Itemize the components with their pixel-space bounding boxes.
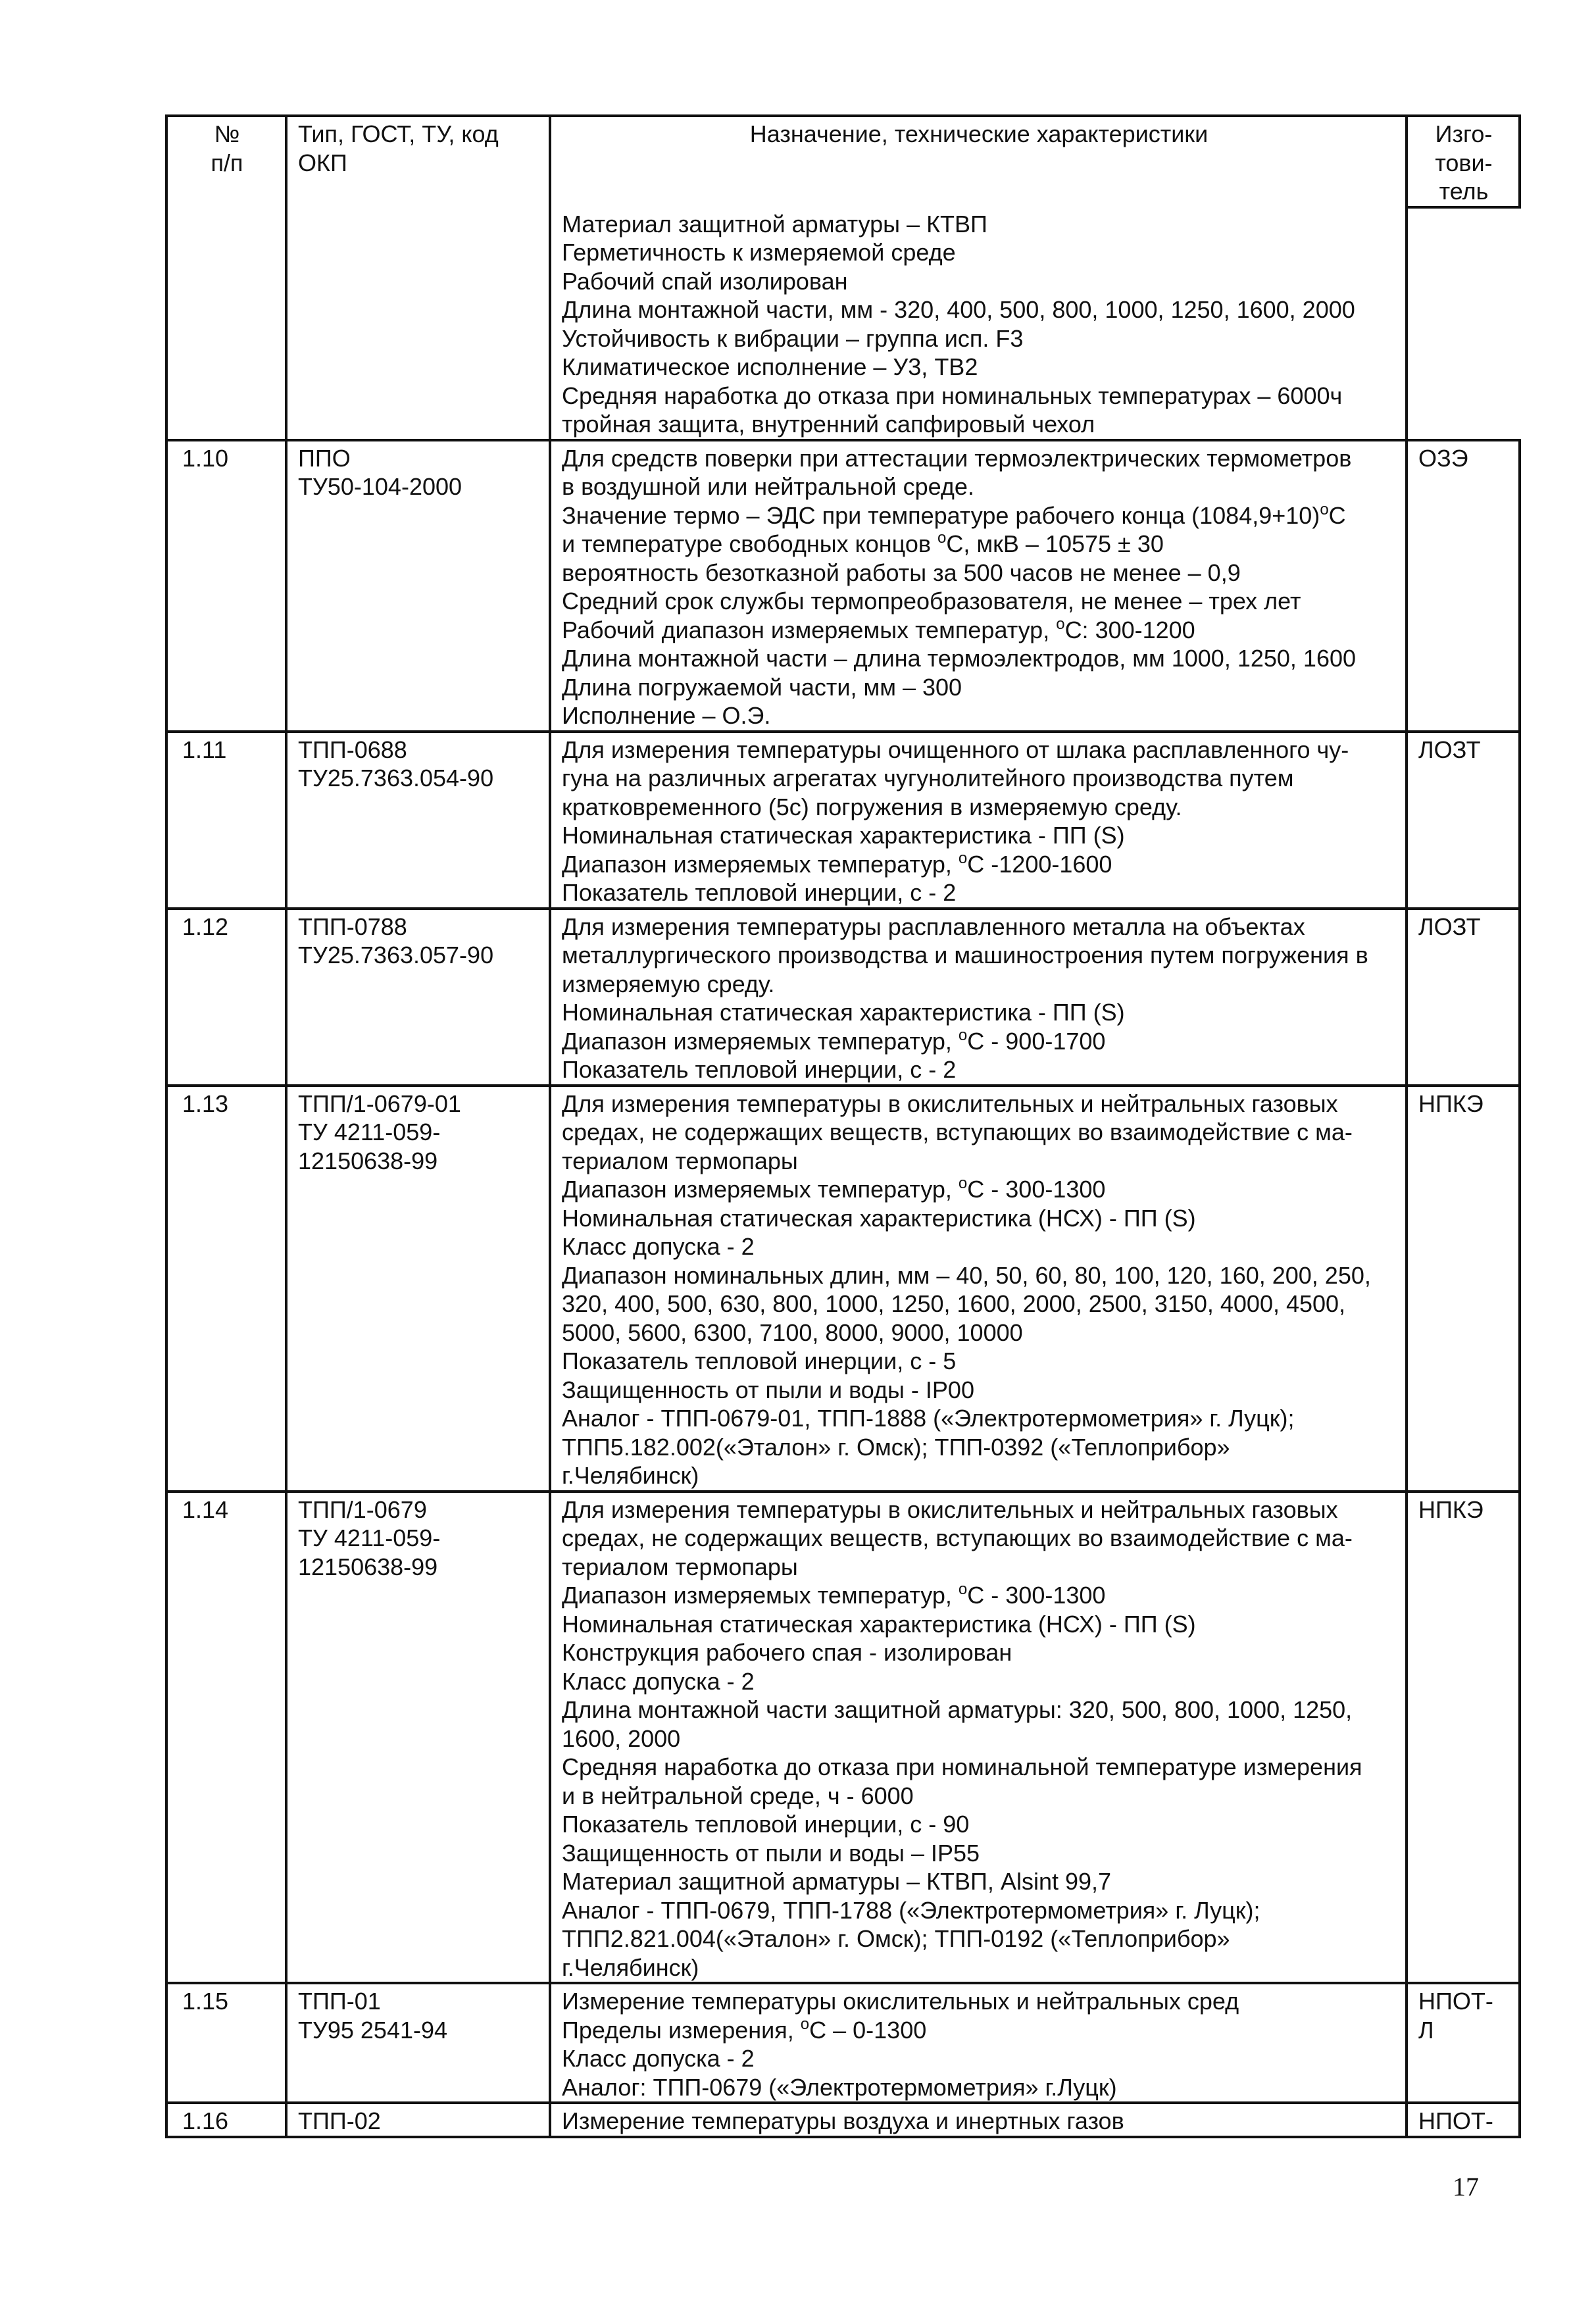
degree-sign: o bbox=[1320, 500, 1329, 518]
type-line: ТУ 4211-059- bbox=[298, 1524, 441, 1551]
purpose-line: Аналог - ТПП-0679, ТПП-1788 («Электротермометрия» г. Луцк); bbox=[562, 1896, 1260, 1924]
purpose-line: Для измерения температуры в окислительных и нейтральных газовых bbox=[562, 1090, 1338, 1117]
purpose-line: Диапазон номинальных длин, мм – 40, 50, 60, 80, 100, 120, 160, 200, 250, bbox=[562, 1261, 1371, 1289]
table-body bbox=[166, 207, 1520, 2137]
row-number bbox=[166, 2103, 286, 2137]
table-row bbox=[166, 440, 1520, 732]
row-maker bbox=[1407, 909, 1520, 1086]
purpose-line: Защищенность от пыли и воды - IP00 bbox=[562, 1376, 974, 1403]
purpose-line: Для средств поверки при аттестации термоэлектрических термометров bbox=[562, 444, 1352, 472]
row-maker bbox=[1407, 732, 1520, 909]
purpose-line: териалом термопары bbox=[562, 1553, 798, 1580]
header-purpose: Назначение, технические характеристики bbox=[550, 116, 1407, 207]
page-number: 17 bbox=[1453, 2172, 1479, 2201]
purpose-line: Длина монтажной части – длина термоэлектродов, мм 1000, 1250, 1600 bbox=[562, 645, 1357, 672]
purpose-line: средах, не содержащих веществ, вступающих во взаимодействие с ма- bbox=[562, 1524, 1353, 1551]
type-line: ТПП-0788 bbox=[298, 913, 407, 940]
degree-sign: o bbox=[958, 1026, 968, 1044]
type-line: ТПП/1-0679 bbox=[298, 1495, 427, 1523]
row-number-text: 1.10 bbox=[182, 444, 229, 472]
maker-line: НПКЭ bbox=[1418, 1090, 1484, 1117]
row-purpose bbox=[550, 1983, 1407, 2103]
purpose-line: Диапазон измеряемых температур, $^o$С - 300-1300 bbox=[562, 1580, 1106, 1609]
row-type bbox=[286, 1983, 550, 2103]
purpose-line: кратковременного (5с) погружения в измеряемую среду. bbox=[562, 793, 1182, 820]
purpose-line: Материал защитной арматуры – КТВП, Alsint 99,7 bbox=[562, 1868, 1112, 1895]
type-line: ТУ25.7363.054-90 bbox=[298, 765, 494, 792]
purpose-line: Длина погружаемой части, мм – 300 bbox=[562, 673, 962, 701]
purpose-line: Аналог - ТПП-0679-01, ТПП-1888 («Электротермометрия» г. Луцк); bbox=[562, 1405, 1295, 1432]
type-line: ТУ 4211-059- bbox=[298, 1118, 441, 1145]
row-purpose bbox=[550, 732, 1407, 909]
row-maker bbox=[1407, 1492, 1520, 1984]
purpose-line: Диапазон измеряемых температур, $^o$С - 300-1300 bbox=[562, 1174, 1106, 1203]
type-line: 12150638-99 bbox=[298, 1147, 438, 1174]
purpose-line: вероятность безотказной работы за 500 часов не менее – 0,9 bbox=[562, 559, 1241, 586]
table-row bbox=[166, 2103, 1520, 2137]
degree-sign: o bbox=[1056, 615, 1065, 633]
row-number bbox=[166, 909, 286, 1086]
type-line: ППО bbox=[298, 444, 351, 472]
type-line: ТУ50-104-2000 bbox=[298, 473, 462, 500]
purpose-line: Показатель тепловой инерции, с - 2 bbox=[562, 879, 957, 906]
continuation-purpose bbox=[550, 207, 1407, 440]
purpose-line: Показатель тепловой инерции, с - 2 bbox=[562, 1056, 957, 1083]
purpose-line: тройная защита, внутренний сапфировый чехол bbox=[562, 411, 1095, 438]
purpose-line: Рабочий спай изолирован bbox=[562, 267, 848, 295]
type-line: ТПП-02 bbox=[298, 2107, 381, 2134]
row-maker bbox=[1407, 1983, 1520, 2103]
purpose-line: 1600, 2000 bbox=[562, 1724, 681, 1752]
purpose-line: и в нейтральной среде, ч - 6000 bbox=[562, 1782, 914, 1809]
table-row bbox=[166, 1492, 1520, 1984]
row-number bbox=[166, 732, 286, 909]
row-number-text: 1.12 bbox=[182, 913, 229, 940]
maker-line: НПОТ- bbox=[1418, 2107, 1493, 2134]
row-purpose bbox=[550, 2103, 1407, 2137]
purpose-line: Исполнение – О.Э. bbox=[562, 702, 771, 729]
purpose-line: Рабочий диапазон измеряемых температур, $^o$С: 300-1200 bbox=[562, 615, 1195, 643]
purpose-line: 5000, 5600, 6300, 7100, 8000, 9000, 10000 bbox=[562, 1319, 1023, 1346]
continuation-type bbox=[286, 207, 550, 440]
maker-line: НПОТ- bbox=[1418, 1988, 1493, 2015]
purpose-line: г.Челябинск) bbox=[562, 1462, 699, 1489]
row-number bbox=[166, 1086, 286, 1492]
header-type: Тип, ГОСТ, ТУ, код ОКП bbox=[286, 116, 550, 207]
purpose-line: Длина монтажной части, мм - 320, 400, 500, 800, 1000, 1250, 1600, 2000 bbox=[562, 296, 1355, 323]
purpose-line: Номинальная статическая характеристика (НСХ) - ПП (S) bbox=[562, 1204, 1196, 1232]
row-number-text: 1.14 bbox=[182, 1495, 229, 1523]
purpose-line: Диапазон измеряемых температур, $^o$С - 900-1700 bbox=[562, 1026, 1106, 1055]
purpose-line: Номинальная статическая характеристика - ПП (S) bbox=[562, 999, 1125, 1026]
row-type bbox=[286, 1086, 550, 1492]
purpose-line: Средняя наработка до отказа при номинальной температуре измерения bbox=[562, 1753, 1362, 1780]
purpose-line: 320, 400, 500, 630, 800, 1000, 1250, 1600, 2000, 2500, 3150, 4000, 4500, bbox=[562, 1290, 1346, 1317]
purpose-line: металлургического производства и машиностроения путем погружения в bbox=[562, 942, 1368, 968]
purpose-line: Средний срок службы термопреобразователя, не менее – трех лет bbox=[562, 588, 1301, 615]
table-row bbox=[166, 1086, 1520, 1492]
row-type bbox=[286, 1492, 550, 1984]
purpose-line: Класс допуска - 2 bbox=[562, 1667, 755, 1695]
purpose-line: Пределы измерения, $^o$С – 0-1300 bbox=[562, 2015, 927, 2044]
type-line: ТУ25.7363.057-90 bbox=[298, 942, 494, 968]
row-number-text: 1.16 bbox=[182, 2107, 229, 2134]
purpose-line: Для измерения температуры расплавленного металла на объектах bbox=[562, 913, 1305, 940]
purpose-line: гуна на различных агрегатах чугунолитейного производства путем bbox=[562, 765, 1294, 792]
purpose-line: Конструкция рабочего спая - изолирован bbox=[562, 1639, 1012, 1666]
header-num: № п/п bbox=[166, 116, 286, 207]
purpose-line: Климатическое исполнение – У3, ТВ2 bbox=[562, 353, 978, 380]
row-maker bbox=[1407, 2103, 1520, 2137]
table-row bbox=[166, 909, 1520, 1086]
purpose-line: Герметичность к измеряемой среде bbox=[562, 239, 956, 266]
purpose-line: Длина монтажной части защитной арматуры: 320, 500, 800, 1000, 1250, bbox=[562, 1696, 1353, 1723]
maker-line: ЛОЗТ bbox=[1418, 736, 1481, 763]
table-row bbox=[166, 1983, 1520, 2103]
row-purpose bbox=[550, 909, 1407, 1086]
type-line: ТПП/1-0679-01 bbox=[298, 1090, 461, 1117]
purpose-line: Класс допуска - 2 bbox=[562, 2045, 755, 2072]
type-line: 12150638-99 bbox=[298, 1553, 438, 1580]
row-number-text: 1.15 bbox=[182, 1988, 229, 2015]
row-purpose bbox=[550, 1492, 1407, 1984]
maker-line: ЛОЗТ bbox=[1418, 913, 1481, 940]
specification-table bbox=[165, 114, 1521, 2138]
purpose-line: Средняя наработка до отказа при номинальных температурах – 6000ч bbox=[562, 382, 1343, 409]
row-purpose bbox=[550, 440, 1407, 732]
continuation-num bbox=[166, 207, 286, 440]
table-row bbox=[166, 732, 1520, 909]
degree-sign: o bbox=[958, 1174, 968, 1192]
type-line: ТПП-0688 bbox=[298, 736, 407, 763]
purpose-line: Класс допуска - 2 bbox=[562, 1233, 755, 1260]
purpose-line: Показатель тепловой инерции, с - 90 bbox=[562, 1811, 970, 1838]
purpose-line: Измерение температуры окислительных и нейтральных сред bbox=[562, 1988, 1239, 2015]
type-line: ТУ95 2541-94 bbox=[298, 2016, 448, 2044]
purpose-line: Показатель тепловой инерции, с - 5 bbox=[562, 1347, 957, 1374]
row-type bbox=[286, 732, 550, 909]
purpose-line: Устойчивость к вибрации – группа исп. F3 bbox=[562, 324, 1024, 352]
row-maker bbox=[1407, 1086, 1520, 1492]
header-maker: Изго- тови- тель bbox=[1407, 116, 1520, 207]
continuation-row bbox=[166, 207, 1520, 440]
maker-line: Л bbox=[1418, 2016, 1434, 2044]
row-number bbox=[166, 1492, 286, 1984]
maker-line: ОЗЭ bbox=[1418, 444, 1468, 472]
row-purpose bbox=[550, 1086, 1407, 1492]
purpose-line: Защищенность от пыли и воды – IP55 bbox=[562, 1839, 980, 1867]
purpose-line: ТПП5.182.002(«Эталон» г. Омск); ТПП-0392 («Теплоприбор» bbox=[562, 1433, 1230, 1461]
purpose-line: Для измерения температуры в окислительных и нейтральных газовых bbox=[562, 1495, 1338, 1523]
purpose-line: ТПП2.821.004(«Эталон» г. Омск); ТПП-0192 («Теплоприбор» bbox=[562, 1925, 1230, 1952]
purpose-line: Аналог: ТПП-0679 («Электротермометрия» г.Луцк) bbox=[562, 2073, 1117, 2101]
purpose-line: Для измерения температуры очищенного от шлака расплавленного чу- bbox=[562, 736, 1349, 763]
purpose-line: измеряемую среду. bbox=[562, 970, 775, 997]
maker-line: НПКЭ bbox=[1418, 1495, 1484, 1523]
degree-sign: o bbox=[958, 849, 968, 867]
purpose-line: Номинальная статическая характеристика (НСХ) - ПП (S) bbox=[562, 1610, 1196, 1638]
row-number-text: 1.13 bbox=[182, 1090, 229, 1117]
row-number bbox=[166, 440, 286, 732]
purpose-line: Измерение температуры воздуха и инертных газов bbox=[562, 2107, 1124, 2134]
row-type bbox=[286, 2103, 550, 2137]
row-number bbox=[166, 1983, 286, 2103]
row-number-text: 1.11 bbox=[182, 736, 227, 763]
table-header-row bbox=[166, 116, 1520, 207]
purpose-line: в воздушной или нейтральной среде. bbox=[562, 473, 974, 500]
purpose-line: Значение термо – ЭДС при температуре рабочего конца $(1084,9+10)^oС$ bbox=[562, 500, 1346, 529]
degree-sign: o bbox=[800, 2015, 810, 2033]
row-type bbox=[286, 440, 550, 732]
purpose-line: Диапазон измеряемых температур, $^o$С -1200-1600 bbox=[562, 849, 1112, 878]
row-maker bbox=[1407, 440, 1520, 732]
type-line: ТПП-01 bbox=[298, 1988, 381, 2015]
purpose-line: Номинальная статическая характеристика - ПП (S) bbox=[562, 822, 1125, 849]
purpose-line: г.Челябинск) bbox=[562, 1953, 699, 1981]
purpose-line: териалом термопары bbox=[562, 1147, 798, 1174]
purpose-line: Материал защитной арматуры – КТВП bbox=[562, 210, 987, 238]
degree-sign: o bbox=[958, 1580, 968, 1598]
purpose-line: средах, не содержащих веществ, вступающих во взаимодействие с ма- bbox=[562, 1118, 1353, 1145]
degree-sign: o bbox=[937, 529, 947, 547]
row-type bbox=[286, 909, 550, 1086]
purpose-line: и температуре свободных концов $^o$С, мкВ – 10575 ± 30 bbox=[562, 529, 1164, 557]
